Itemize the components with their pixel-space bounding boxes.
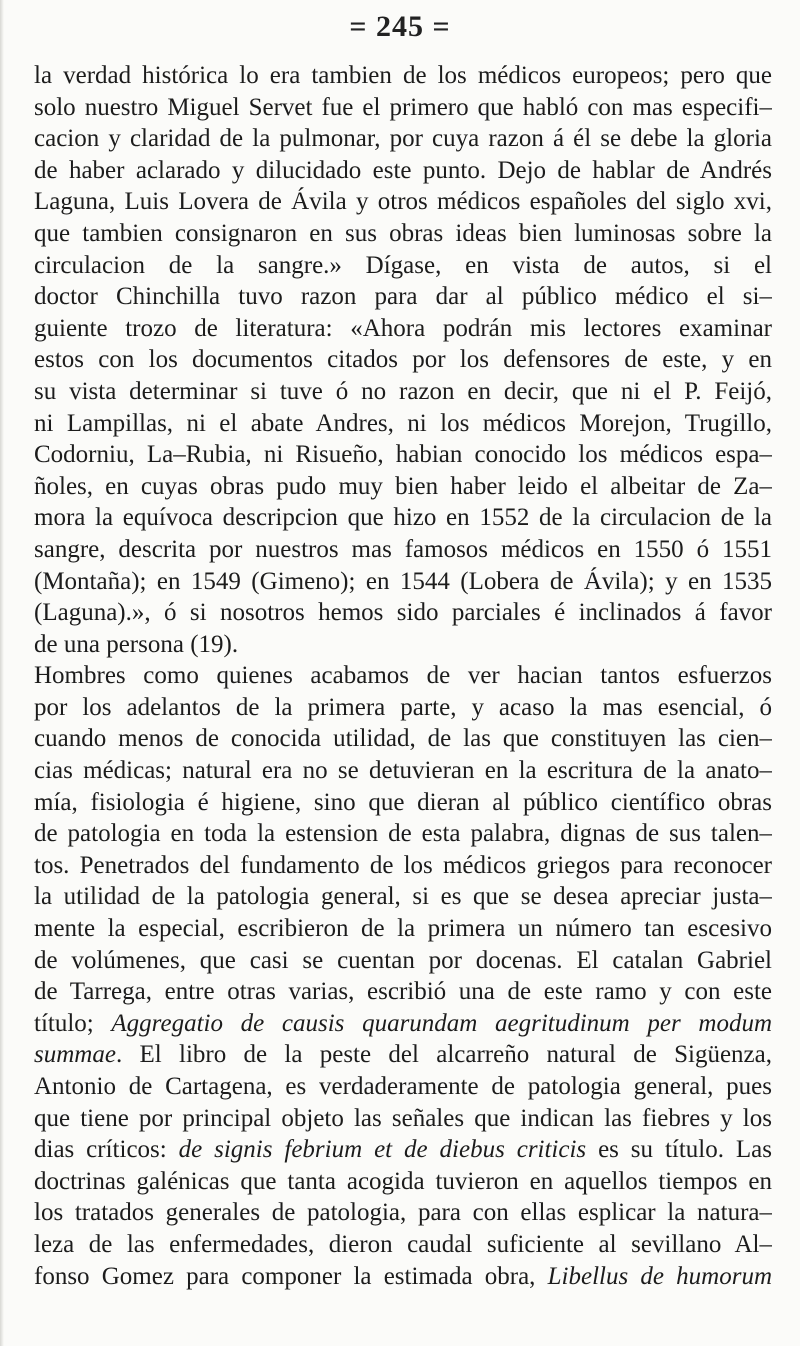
text-line bbox=[34, 1261, 772, 1293]
page-number-header: = 245 = bbox=[349, 10, 451, 43]
text-line bbox=[34, 818, 772, 850]
text-line bbox=[34, 629, 772, 661]
text-line bbox=[34, 881, 772, 913]
text-run: doctrinas galénicas que tanta acogida tuvieron en aquellos tiempos en bbox=[34, 1167, 772, 1195]
text-run: su vista determinar si tuve ó no razon en decir, que ni el P. Feijó, bbox=[34, 377, 772, 405]
text-run: de una persona (19). bbox=[34, 630, 239, 658]
text-run: la utilidad de la patologia general, si es que se desea apreciar justa– bbox=[34, 883, 772, 911]
text-run: sangre, descrita por nuestros mas famosos médicos en 1550 ó 1551 bbox=[34, 535, 772, 563]
italic-title-run: de signis febrium et de diebus criticis bbox=[178, 1136, 587, 1164]
text-line bbox=[34, 723, 772, 755]
text-run: solo nuestro Miguel Servet fue el primero que habló con mas especifi– bbox=[34, 93, 772, 121]
text-line bbox=[34, 692, 772, 724]
text-line bbox=[34, 186, 772, 218]
text-line bbox=[34, 408, 772, 440]
text-line bbox=[34, 597, 772, 629]
text-run: mente la especial, escribieron de la primera un número tan escesivo bbox=[34, 915, 772, 943]
text-run: que tiene por principal objeto las señales que indican las fiebres y los bbox=[34, 1104, 772, 1132]
text-line bbox=[34, 850, 772, 882]
italic-title-run: Aggregatio de causis quarundam aegritudinum per modum bbox=[111, 1009, 772, 1037]
text-run: Hombres como quienes acabamos de ver hacian tantos esfuerzos bbox=[34, 662, 772, 690]
text-line bbox=[34, 566, 772, 598]
text-run: que tambien consignaron en sus obras ideas bien luminosas sobre la bbox=[34, 219, 772, 247]
text-line bbox=[34, 534, 772, 566]
text-run: doctor Chinchilla tuvo razon para dar al público médico el si– bbox=[34, 283, 772, 311]
text-line bbox=[34, 1197, 772, 1229]
page-edge-shadow bbox=[0, 0, 4, 1346]
text-line bbox=[34, 376, 772, 408]
text-run: cacion y claridad de la pulmonar, por cuya razon á él se debe la gloria bbox=[34, 125, 772, 153]
text-line bbox=[34, 976, 772, 1008]
text-run: cias médicas; natural era no se detuvieran en la escritura de la anato– bbox=[34, 757, 772, 785]
text-line bbox=[34, 344, 772, 376]
text-line bbox=[34, 471, 772, 503]
text-line bbox=[34, 1071, 772, 1103]
text-run: de patologia en toda la estension de esta palabra, dignas de sus talen– bbox=[34, 820, 772, 848]
text-run: ñoles, en cuyas obras pudo muy bien haber leido el albeitar de Za– bbox=[34, 472, 772, 500]
text-run: título; bbox=[34, 1009, 112, 1037]
text-run: (Montaña); en 1549 (Gimeno); en 1544 (Lobera de Ávila); y en 1535 bbox=[34, 567, 772, 595]
text-line bbox=[34, 755, 772, 787]
text-line bbox=[34, 660, 772, 692]
text-run: de volúmenes, que casi se cuentan por docenas. El catalan Gabriel bbox=[34, 946, 772, 974]
text-line bbox=[34, 1229, 772, 1261]
text-line bbox=[34, 92, 772, 124]
text-line bbox=[34, 1134, 772, 1166]
text-run: Laguna, Luis Lovera de Ávila y otros médicos españoles del siglo xvi, bbox=[34, 188, 772, 216]
text-line bbox=[34, 1103, 772, 1135]
text-run: (Laguna).», ó si nosotros hemos sido parciales é inclinados á favor bbox=[34, 599, 772, 627]
text-line bbox=[34, 281, 772, 313]
text-line bbox=[34, 787, 772, 819]
text-run: leza de las enfermedades, dieron caudal suficiente al sevillano Al– bbox=[34, 1230, 772, 1258]
text-line bbox=[34, 60, 772, 92]
text-run: los tratados generales de patologia, para con ellas esplicar la natura– bbox=[34, 1199, 772, 1227]
text-run: la verdad histórica lo era tambien de los médicos europeos; pero que bbox=[34, 62, 772, 89]
text-run: estos con los documentos citados por los defensores de este, y en bbox=[34, 346, 772, 374]
text-line bbox=[34, 250, 772, 282]
text-run: mía, fisiologia é higiene, sino que dieran al público científico obras bbox=[34, 788, 772, 816]
body-text bbox=[34, 60, 772, 1292]
text-line bbox=[34, 313, 772, 345]
text-line bbox=[34, 218, 772, 250]
italic-title-run: Libellus de humorum bbox=[547, 1262, 772, 1290]
text-run: tos. Penetrados del fundamento de los médicos griegos para reconocer bbox=[34, 851, 772, 879]
text-run: de Tarrega, entre otras varias, escribió una de este ramo y con este bbox=[34, 978, 772, 1006]
text-line bbox=[34, 439, 772, 471]
text-run: cuando menos de conocida utilidad, de las que constituyen las cien– bbox=[34, 725, 772, 753]
text-line bbox=[34, 1166, 772, 1198]
text-run: dias críticos: bbox=[34, 1136, 179, 1164]
text-line bbox=[34, 1039, 772, 1071]
italic-title-run: summae bbox=[34, 1041, 116, 1069]
text-run: mora la equívoca descripcion que hizo en 1552 de la circulacion de la bbox=[34, 504, 772, 532]
text-run: fonso Gomez para componer la estimada obra, bbox=[34, 1262, 548, 1290]
text-line bbox=[34, 1008, 772, 1040]
text-run: circulacion de la sangre.» Dígase, en vista de autos, si el bbox=[34, 251, 772, 279]
text-line bbox=[34, 945, 772, 977]
text-run: por los adelantos de la primera parte, y acaso la mas esencial, ó bbox=[34, 693, 772, 721]
text-line bbox=[34, 155, 772, 187]
text-run: ni Lampillas, ni el abate Andres, ni los médicos Morejon, Trugillo, bbox=[34, 409, 772, 437]
text-run: de haber aclarado y dilucidado este punto. Dejo de hablar de Andrés bbox=[34, 156, 772, 184]
text-run: guiente trozo de literatura: «Ahora podrán mis lectores examinar bbox=[34, 314, 772, 342]
text-line bbox=[34, 913, 772, 945]
text-run: Antonio de Cartagena, es verdaderamente de patologia general, pues bbox=[34, 1073, 772, 1100]
text-run: . El libro de la peste del alcarreño natural de Sigüenza, bbox=[115, 1041, 772, 1069]
text-line bbox=[34, 123, 772, 155]
text-run: Codorniu, La–Rubia, ni Risueño, habian conocido los médicos espa– bbox=[34, 441, 772, 469]
text-run: es su título. Las bbox=[586, 1136, 772, 1164]
text-line bbox=[34, 502, 772, 534]
